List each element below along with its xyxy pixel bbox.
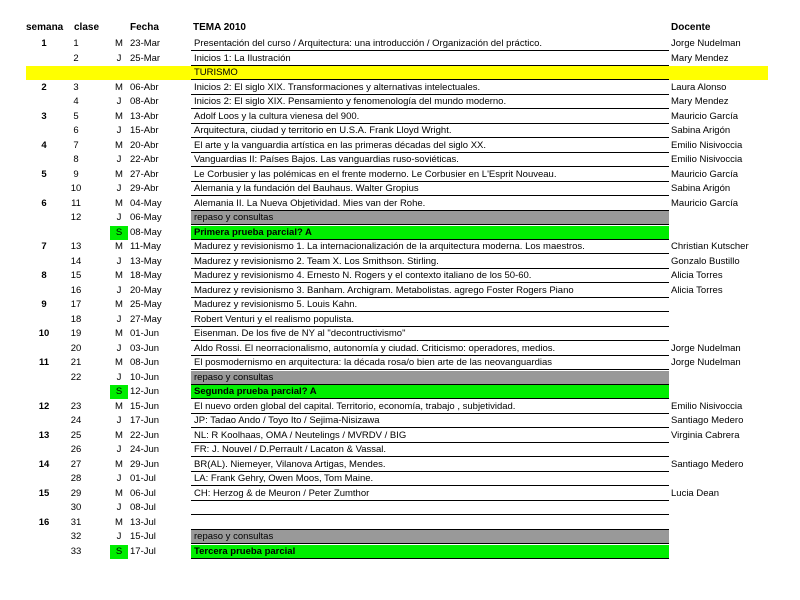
class-number: 10: [70, 183, 82, 194]
teacher: Alicia Torres: [671, 270, 723, 281]
class-number: 2: [73, 52, 79, 64]
table-row: [0, 284, 800, 298]
weekday: J: [116, 415, 122, 426]
date: 25-Mar: [130, 52, 161, 64]
class-number: 7: [73, 139, 79, 151]
class-number: 4: [73, 96, 79, 107]
table-row: [0, 327, 800, 341]
table-row: [0, 226, 800, 240]
week-number: [30, 255, 58, 269]
class-number: 9: [73, 168, 79, 180]
table-row: [0, 530, 800, 544]
class-number: 5: [73, 110, 79, 122]
topic: Segunda prueba parcial? A: [191, 385, 669, 399]
class-number: 23: [70, 400, 82, 412]
date: 20-Abr: [130, 139, 159, 151]
table-row: [0, 66, 800, 80]
topic: Madurez y revisionismo 2. Team X. Los Smithson. Stirling.: [191, 255, 669, 269]
class-number: 11: [71, 197, 81, 209]
topic: Vanguardias II: Países Bajos. Las vanguardias ruso-soviéticas.: [191, 153, 669, 167]
week-number: 4: [41, 139, 47, 151]
topic: NL: R Koolhaas, OMA / Neutelings / MVRDV / BIG: [191, 429, 669, 443]
weekday: S: [110, 545, 128, 559]
table-row: [0, 95, 800, 109]
week-number: 12: [38, 400, 50, 412]
table-row: [0, 255, 800, 269]
teacher: Mary Mendez: [671, 96, 729, 107]
teacher: Emilio Nisivoccia: [671, 400, 743, 412]
class-number: 19: [70, 328, 82, 339]
topic: Arquitectura, ciudad y territorio en U.S.A. Frank Lloyd Wright.: [191, 124, 669, 138]
week-number: [30, 124, 58, 138]
weekday: M: [115, 38, 123, 49]
date: 25-May: [130, 299, 162, 310]
date: 23-Mar: [130, 38, 161, 49]
weekday: J: [116, 284, 122, 296]
teacher: [671, 516, 796, 530]
class-number: 12: [70, 212, 82, 223]
topic: Aldo Rossi. El neorracionalismo, autonomía y ciudad. Criticismo: operadores, medios.: [191, 342, 669, 356]
weekday: M: [115, 487, 123, 499]
class-number: 15: [70, 270, 82, 281]
week-number: 15: [38, 487, 50, 499]
teacher: [671, 530, 796, 544]
topic: BR(AL). Niemeyer, Vilanova Artigas, Mendes.: [191, 458, 669, 472]
class-number: 27: [70, 458, 82, 470]
class-number: 6: [73, 125, 79, 136]
week-number: 1: [41, 38, 47, 49]
weekday: M: [115, 357, 123, 368]
week-number: [30, 182, 58, 196]
table-row: [0, 153, 800, 167]
date: 10-Jun: [130, 371, 160, 383]
class-number: 33: [70, 545, 82, 557]
teacher: [671, 371, 796, 385]
table-row: [0, 371, 800, 385]
table-row: [0, 168, 800, 182]
table-row: [0, 211, 800, 225]
weekday: J: [116, 342, 122, 354]
header-clase: clase: [74, 22, 100, 33]
week-number: 14: [38, 458, 50, 470]
topic: Robert Venturi y el realismo populista.: [191, 313, 669, 327]
teacher: Sabina Arigón: [671, 125, 731, 136]
teacher: Santiago Medero: [671, 458, 744, 470]
weekday: J: [116, 531, 122, 542]
date: 29-Abr: [130, 183, 159, 194]
topic: Inicios 2: El siglo XIX. Transformaciones y alternativas intelectuales.: [191, 81, 669, 95]
date: 22-Jun: [130, 429, 160, 441]
week-number: 9: [41, 299, 47, 310]
weekday: S: [110, 226, 128, 240]
week-number: [30, 313, 58, 327]
class-number: [64, 226, 88, 240]
weekday: M: [115, 139, 123, 151]
date: 24-Jun: [130, 444, 160, 455]
teacher: Jorge Nudelman: [671, 38, 741, 49]
teacher: [671, 211, 796, 225]
week-number: [30, 153, 58, 167]
class-number: 18: [70, 313, 82, 325]
date: 12-Jun: [130, 386, 160, 397]
teacher: [671, 385, 796, 399]
date: 13-Jul: [130, 516, 156, 528]
table-row: [0, 545, 800, 559]
week-number: [30, 95, 58, 109]
weekday: [110, 66, 128, 80]
header-docente: Docente: [671, 22, 711, 33]
topic: Primera prueba parcial? A: [191, 226, 669, 240]
weekday: J: [116, 502, 122, 513]
class-number: 3: [73, 81, 79, 93]
date: 13-Abr: [130, 110, 159, 122]
date: 06-Abr: [130, 81, 159, 93]
week-number: [30, 284, 58, 298]
date: [130, 66, 188, 80]
table-row: [0, 501, 800, 515]
date: 06-Jul: [130, 487, 156, 499]
table-row: [0, 182, 800, 196]
week-number: [30, 472, 58, 486]
class-number: 13: [70, 241, 82, 252]
week-number: 10: [38, 328, 50, 339]
week-number: [30, 443, 58, 457]
table-row: [0, 458, 800, 472]
weekday: M: [115, 241, 123, 252]
week-number: 16: [38, 516, 50, 528]
date: 17-Jul: [130, 545, 156, 557]
weekday: M: [115, 400, 123, 412]
topic: Madurez y revisionismo 1. La internacionalización de la arquitectura moderna. Los maestros.: [191, 240, 669, 254]
week-number: 8: [41, 270, 47, 281]
topic: LA: Frank Gehry, Owen Moos, Tom Maine.: [191, 472, 669, 486]
class-number: 29: [70, 487, 82, 499]
week-number: 3: [41, 110, 47, 122]
topic: El nuevo orden global del capital. Territorio, economía, trabajo , subjetividad.: [191, 400, 669, 414]
date: 08-Jul: [130, 502, 156, 513]
weekday: M: [115, 168, 123, 180]
topic: El arte y la vanguardia artística en las primeras décadas del siglo XX.: [191, 139, 669, 153]
class-number: 28: [70, 473, 82, 484]
table-row: [0, 429, 800, 443]
week-number: [30, 342, 58, 356]
weekday: J: [116, 52, 122, 64]
week-number: 13: [38, 429, 50, 441]
week-number: [30, 211, 58, 225]
teacher: [671, 327, 796, 341]
date: 04-May: [130, 197, 162, 209]
teacher: Mary Mendez: [671, 52, 729, 64]
week-number: 6: [41, 197, 47, 209]
teacher: Gonzalo Bustillo: [671, 255, 740, 267]
teacher: Emilio Nisivoccia: [671, 154, 743, 165]
table-row: [0, 443, 800, 457]
teacher: Christian Kutscher: [671, 241, 749, 252]
topic: [191, 516, 669, 530]
teacher: Sabina Arigón: [671, 183, 731, 194]
class-number: 14: [70, 255, 82, 267]
weekday: J: [116, 371, 122, 383]
weekday: J: [116, 154, 122, 165]
table-row: [0, 516, 800, 530]
date: 17-Jun: [130, 415, 160, 426]
week-number: [30, 371, 58, 385]
class-number: 30: [70, 502, 82, 513]
header-fecha: Fecha: [130, 22, 159, 33]
class-number: 32: [70, 531, 82, 542]
topic: Madurez y revisionismo 3. Banham. Archigram. Metabolistas. agrego Foster Rogers Piano: [191, 284, 669, 298]
teacher: Emilio Nisivoccia: [671, 139, 743, 151]
table-row: [0, 269, 800, 283]
weekday: M: [115, 299, 123, 310]
topic: Inicios 1: La Ilustración: [191, 52, 669, 66]
table-row: [0, 197, 800, 211]
week-number: [30, 530, 58, 544]
date: 15-Jun: [130, 400, 160, 412]
date: 20-May: [130, 284, 162, 296]
topic: TURISMO: [191, 66, 669, 80]
class-number: 20: [70, 342, 82, 354]
weekday: S: [110, 385, 128, 399]
topic: Alemania y la fundación del Bauhaus. Walter Gropius: [191, 182, 669, 196]
topic: [191, 501, 669, 515]
table-row: [0, 124, 800, 138]
teacher: [671, 226, 796, 240]
teacher: Mauricio García: [671, 197, 739, 209]
week-number: 11: [38, 357, 50, 368]
date: 15-Jul: [130, 531, 156, 542]
date: 01-Jun: [130, 328, 160, 339]
topic: FR: J. Nouvel / D.Perrault / Lacaton & Vassal.: [191, 443, 669, 457]
weekday: J: [116, 96, 122, 107]
table-row: [0, 37, 800, 51]
table-row: [0, 472, 800, 486]
week-number: [30, 545, 58, 559]
topic: repaso y consultas: [191, 530, 669, 544]
topic: Presentación del curso / Arquitectura: una introducción / Organización del práctico.: [191, 37, 669, 51]
weekday: J: [116, 125, 122, 136]
teacher: [671, 443, 796, 457]
class-number: 26: [70, 444, 82, 455]
date: 01-Jul: [130, 473, 156, 484]
date: 15-Abr: [130, 125, 159, 136]
teacher: Santiago Medero: [671, 415, 744, 426]
teacher: Mauricio García: [671, 110, 739, 122]
class-number: 25: [70, 429, 82, 441]
week-number: [30, 66, 58, 80]
weekday: M: [115, 516, 123, 528]
date: 27-Abr: [130, 168, 159, 180]
week-number: 2: [41, 81, 47, 93]
table-row: [0, 139, 800, 153]
weekday: J: [116, 313, 122, 325]
teacher: Jorge Nudelman: [671, 357, 741, 368]
date: 08-May: [130, 226, 162, 238]
table-row: [0, 414, 800, 428]
table-row: [0, 313, 800, 327]
week-number: [30, 414, 58, 428]
class-number: [64, 66, 88, 80]
header-tema: TEMA 2010: [193, 22, 246, 33]
topic: Inicios 2: El siglo XIX. Pensamiento y fenomenología del mundo moderno.: [191, 95, 669, 109]
weekday: J: [116, 473, 122, 484]
table-row: [0, 356, 800, 370]
table-row: [0, 110, 800, 124]
topic: Tercera prueba parcial: [191, 545, 669, 559]
table-row: [0, 81, 800, 95]
date: 11-May: [130, 241, 161, 252]
topic: repaso y consultas: [191, 371, 669, 385]
week-number: [30, 385, 58, 399]
table-row: [0, 385, 800, 399]
class-number: 24: [70, 415, 82, 426]
table-row: [0, 342, 800, 356]
topic: Madurez y revisionismo 5. Louis Kahn.: [191, 298, 669, 312]
date: 08-Jun: [130, 357, 160, 368]
weekday: M: [115, 328, 123, 339]
class-number: 16: [70, 284, 82, 296]
weekday: M: [115, 270, 123, 281]
class-number: 8: [73, 154, 79, 165]
teacher: Lucia Dean: [671, 487, 720, 499]
date: 06-May: [130, 212, 162, 223]
teacher: Mauricio García: [671, 168, 739, 180]
table-row: [0, 487, 800, 501]
date: 03-Jun: [130, 342, 160, 354]
weekday: M: [115, 81, 123, 93]
teacher: Virginia Cabrera: [671, 429, 740, 441]
week-number: 5: [41, 168, 47, 180]
teacher: [671, 66, 796, 80]
table-row: [0, 400, 800, 414]
teacher: [671, 313, 796, 327]
class-number: [64, 385, 88, 399]
topic: Alemania II. La Nueva Objetividad. Mies van der Rohe.: [191, 197, 669, 211]
teacher: [671, 298, 796, 312]
weekday: M: [115, 110, 123, 122]
topic: repaso y consultas: [191, 211, 669, 225]
weekday: J: [116, 183, 122, 194]
teacher: Jorge Nudelman: [671, 342, 741, 354]
teacher: Alicia Torres: [671, 284, 723, 296]
topic: JP: Tadao Ando / Toyo Ito / Sejima-Nisizawa: [191, 414, 669, 428]
header-semana: semana: [26, 22, 64, 33]
topic: Le Corbusier y las polémicas en el frente moderno. Le Corbusier en L'Esprit Nouveau.: [191, 168, 669, 182]
class-number: 22: [70, 371, 82, 383]
class-number: 1: [73, 38, 79, 49]
class-number: 21: [70, 357, 82, 368]
header-row: [0, 21, 800, 35]
teacher: [671, 545, 796, 559]
topic: El posmodernismo en arquitectura: la década rosa/o bien arte de las neovanguardias: [191, 356, 669, 370]
teacher: [671, 501, 796, 515]
topic: Madurez y revisionismo 4. Ernesto N. Rogers y el contexto italiano de los 50-60.: [191, 269, 669, 283]
class-number: 31: [70, 516, 82, 528]
teacher: [671, 472, 796, 486]
weekday: M: [115, 458, 123, 470]
date: 13-May: [130, 255, 162, 267]
date: 27-May: [130, 313, 162, 325]
weekday: J: [116, 255, 122, 267]
table-row: [0, 52, 800, 66]
topic: Eisenman. De los five de NY al "decontructivismo": [191, 327, 669, 341]
date: 29-Jun: [130, 458, 160, 470]
week-number: [30, 52, 58, 66]
date: 08-Abr: [130, 96, 159, 107]
weekday: J: [116, 444, 122, 455]
week-number: [30, 501, 58, 515]
class-number: 17: [70, 299, 82, 310]
week-number: [30, 226, 58, 240]
table-row: [0, 240, 800, 254]
topic: Adolf Loos y la cultura vienesa del 900.: [191, 110, 669, 124]
table-row: [0, 298, 800, 312]
week-number: 7: [41, 241, 47, 252]
topic: CH: Herzog & de Meuron / Peter Zumthor: [191, 487, 669, 501]
weekday: M: [115, 429, 123, 441]
date: 22-Abr: [130, 154, 159, 165]
weekday: J: [116, 212, 122, 223]
weekday: M: [115, 197, 123, 209]
date: 18-May: [130, 270, 162, 281]
teacher: Laura Alonso: [671, 81, 727, 93]
